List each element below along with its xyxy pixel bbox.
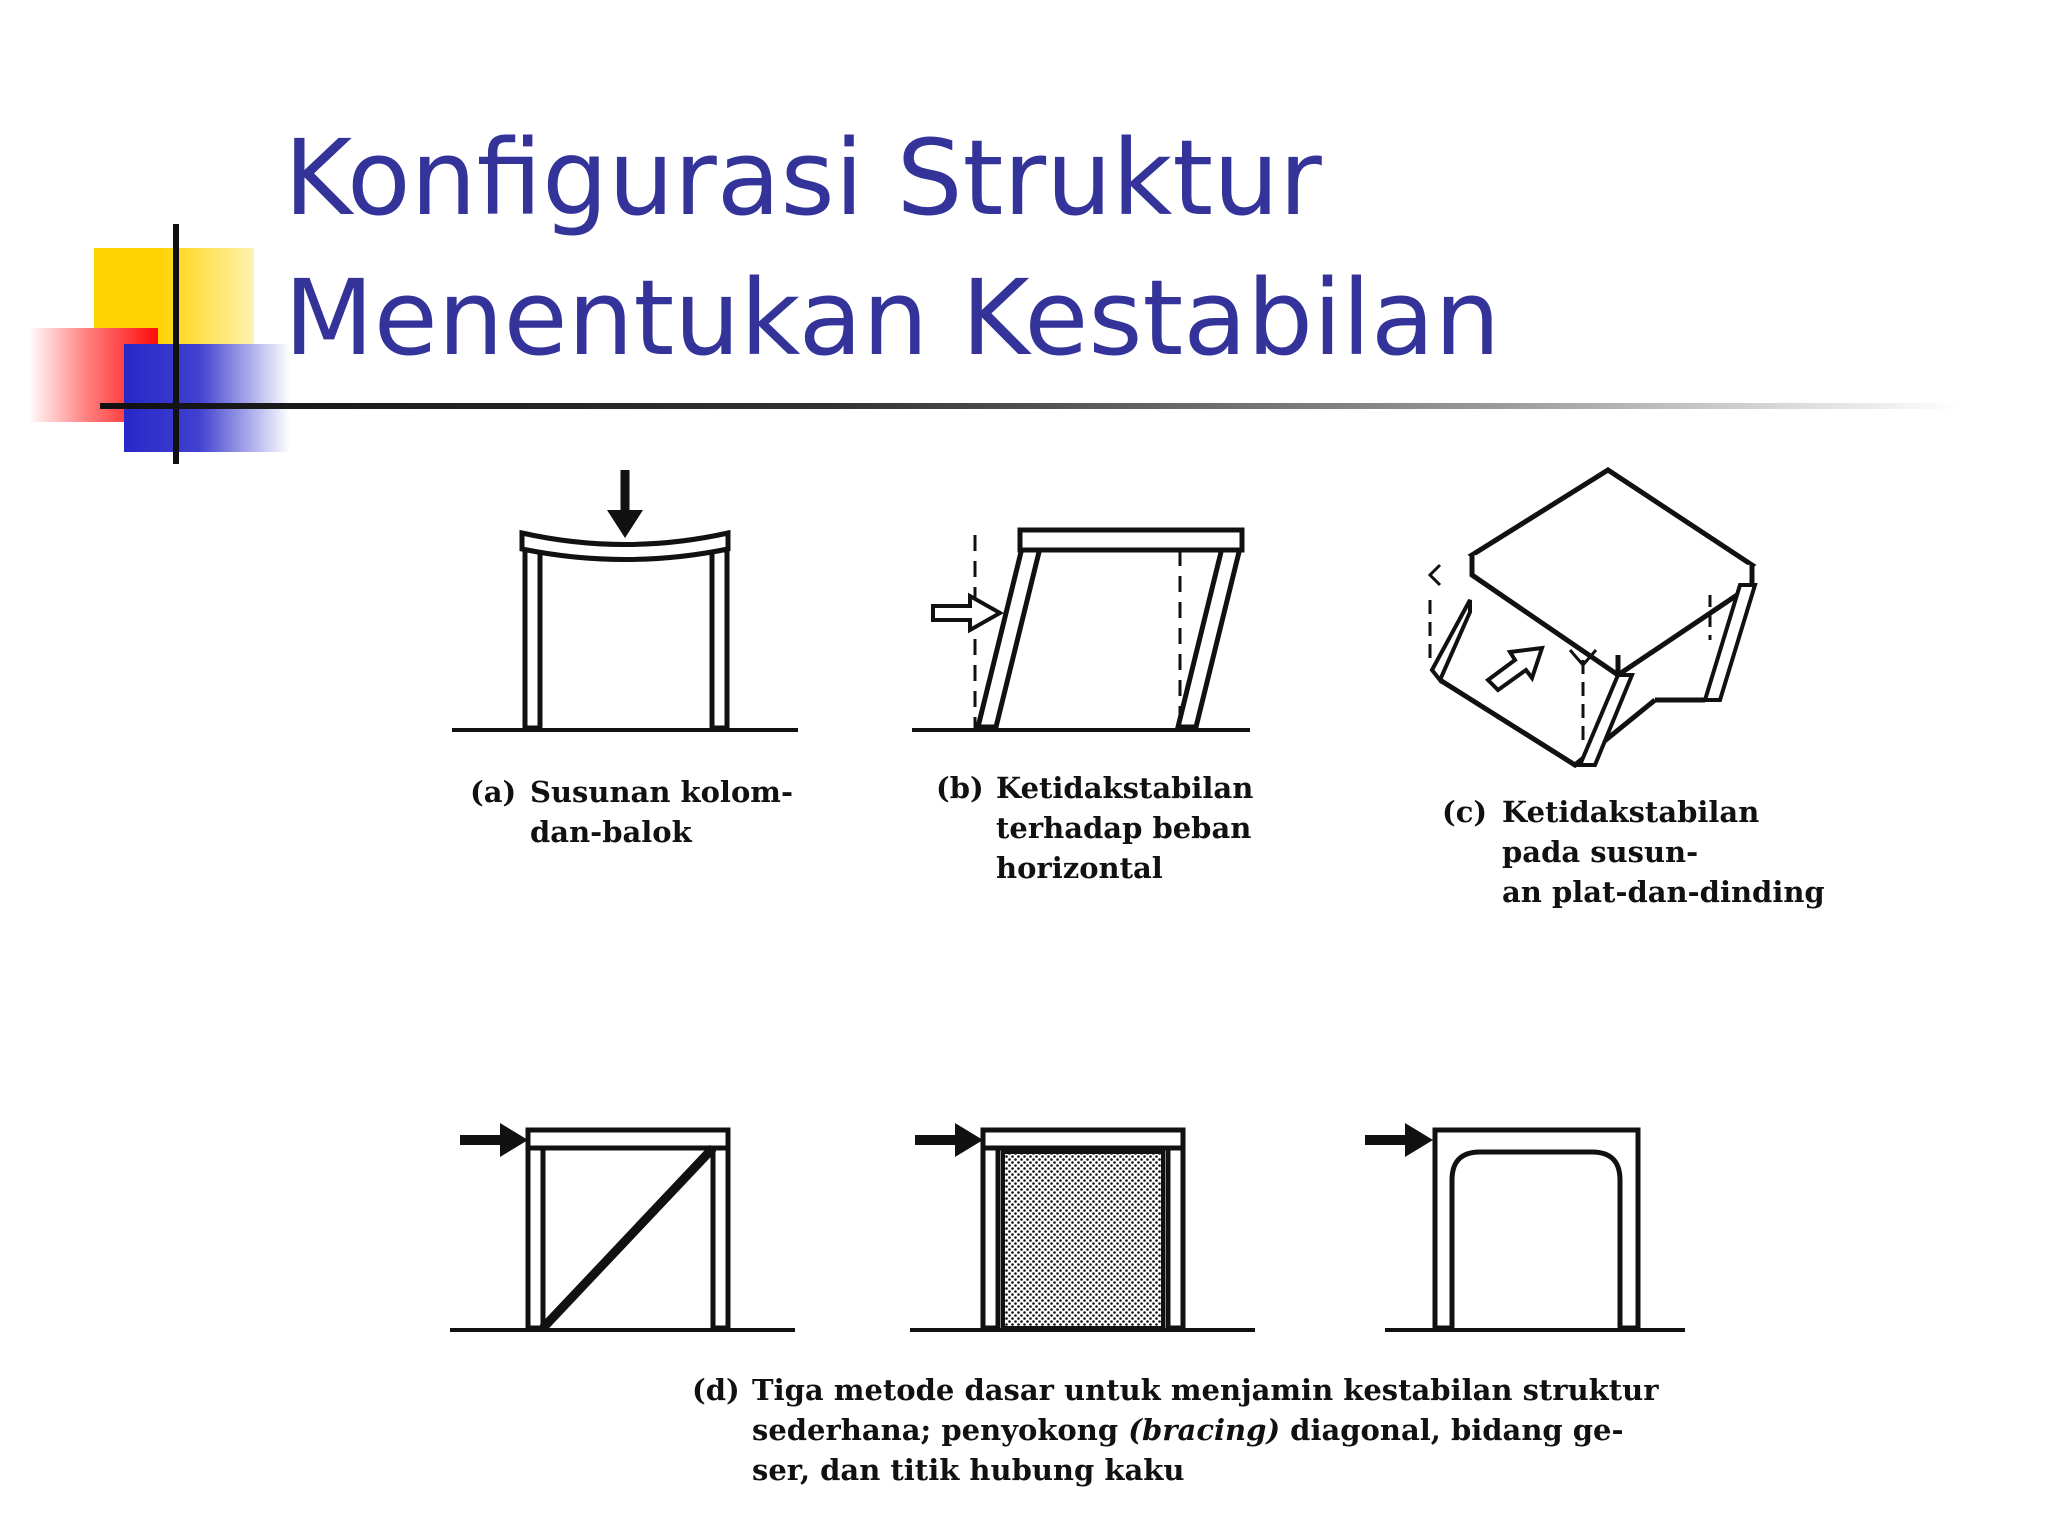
caption-d-line-2-pre: sederhana; penyokong bbox=[752, 1413, 1129, 1447]
caption-d-line-2-italic: (bracing) bbox=[1128, 1413, 1281, 1447]
slide-title-line-1: Konfigurasi Struktur bbox=[284, 117, 1322, 239]
figure-d-bracing bbox=[450, 1123, 795, 1330]
caption-d-label: (d) bbox=[692, 1373, 740, 1407]
caption-c-line-2: pada susun- bbox=[1502, 835, 1699, 869]
caption-a-text bbox=[530, 772, 793, 852]
caption-d bbox=[692, 1373, 1659, 1487]
caption-b-line-3: horizontal bbox=[996, 851, 1163, 885]
figure-c-box bbox=[1430, 470, 1755, 765]
caption-a-label: (a) bbox=[470, 775, 517, 809]
caption-a-line-1: Susunan kolom- bbox=[530, 775, 794, 809]
caption-b-text bbox=[996, 768, 1253, 888]
slide-title-line-2: Menentukan Kestabilan bbox=[284, 257, 1501, 379]
caption-c bbox=[1442, 792, 1842, 922]
figure-a-frame bbox=[452, 470, 798, 730]
caption-a-line-2: dan-balok bbox=[530, 815, 692, 849]
caption-d-line-2-post: diagonal, bidang ge- bbox=[1280, 1413, 1624, 1447]
caption-b bbox=[936, 768, 1266, 898]
caption-d-line-3: ser, dan titik hubung kaku bbox=[752, 1453, 1185, 1487]
caption-b-label: (b) bbox=[936, 771, 984, 805]
caption-c-line-3: an plat-dan-dinding bbox=[1502, 875, 1825, 909]
caption-a bbox=[470, 772, 800, 862]
figure-d-shear-wall bbox=[910, 1123, 1255, 1330]
caption-c-text bbox=[1502, 792, 1825, 912]
caption-b-line-1: Ketidakstabilan bbox=[996, 771, 1254, 805]
caption-d-line-2 bbox=[752, 1413, 1624, 1447]
caption-b-line-2: terhadap beban bbox=[996, 811, 1252, 845]
figure-d-rigid-joint bbox=[1365, 1123, 1685, 1330]
caption-d-line-1: Tiga metode dasar untuk menjamin kestabilan struktur bbox=[752, 1373, 1659, 1407]
caption-c-label: (c) bbox=[1442, 795, 1488, 829]
figure-b-frame bbox=[912, 530, 1250, 730]
caption-c-line-1: Ketidakstabilan bbox=[1502, 795, 1760, 829]
